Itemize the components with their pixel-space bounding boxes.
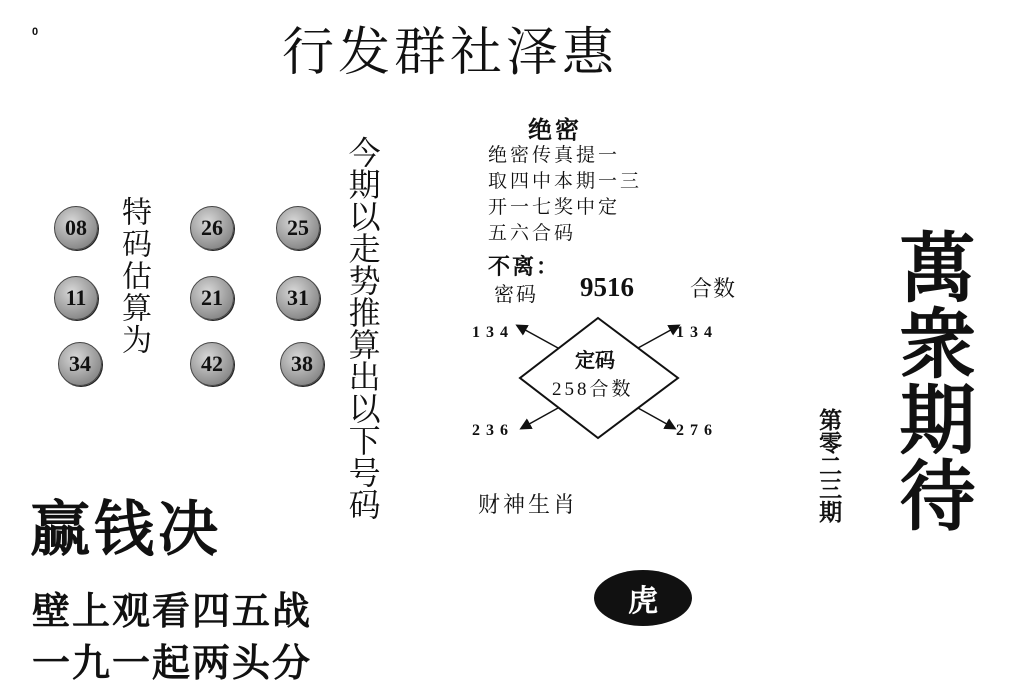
number-ball: 34 [58, 342, 102, 386]
zodiac-label: 财神生肖 [478, 493, 579, 518]
code-label: 密码 [494, 282, 538, 306]
code-suffix: 合数 [690, 277, 737, 302]
secret-line: 五六合码 [488, 222, 577, 244]
number-ball: 26 [190, 206, 234, 250]
arrow-bottom-left [522, 408, 558, 428]
diagram-center-label: 定码 [575, 348, 615, 372]
number-ball: 31 [276, 276, 320, 320]
page-title: 行发群社泽惠 [282, 23, 619, 83]
diagram-top-right-numbers: 134 [676, 324, 718, 341]
arrow-bottom-right [638, 408, 674, 428]
number-ball: 38 [280, 342, 324, 386]
secret-line: 取四中本期一三 [488, 170, 643, 192]
diagram-bottom-left-numbers: 236 [472, 422, 514, 439]
slogan-vertical: 萬衆期待 [887, 228, 976, 532]
issue-number: 第零二三期 [815, 408, 843, 523]
trend-line-1: 今期以走势推算 [343, 136, 382, 360]
diagram-center-value: 258合数 [552, 379, 634, 400]
arrow-top-right [638, 326, 678, 348]
diagram-top-left-numbers: 134 [472, 324, 514, 341]
win-money-title: 赢钱决 [30, 495, 222, 565]
corner-mark: 0 [32, 26, 39, 38]
verse-line-2: 一九一起两头分 [32, 640, 313, 685]
code-number: 9516 [580, 272, 634, 302]
number-ball: 25 [276, 206, 320, 250]
trend-vertical-text [343, 136, 382, 520]
verse-line-1: 壁上观看四五战 [32, 588, 313, 633]
number-ball: 42 [190, 342, 234, 386]
secret-line: 绝密传真提一 [488, 144, 621, 166]
secret-title: 绝密 [528, 116, 582, 144]
number-ball: 08 [54, 206, 98, 250]
zodiac-badge: 虎 [594, 570, 692, 626]
number-ball: 11 [54, 276, 98, 320]
number-ball: 21 [190, 276, 234, 320]
diagram-bottom-right-numbers: 276 [676, 422, 718, 439]
buli-title: 不离： [488, 255, 561, 280]
special-code-vertical-text: 特码估算为 [116, 196, 151, 356]
secret-line: 开一七奖中定 [488, 196, 621, 218]
trend-line-2: 出以下号码 [343, 360, 382, 520]
arrow-top-left [518, 326, 558, 348]
